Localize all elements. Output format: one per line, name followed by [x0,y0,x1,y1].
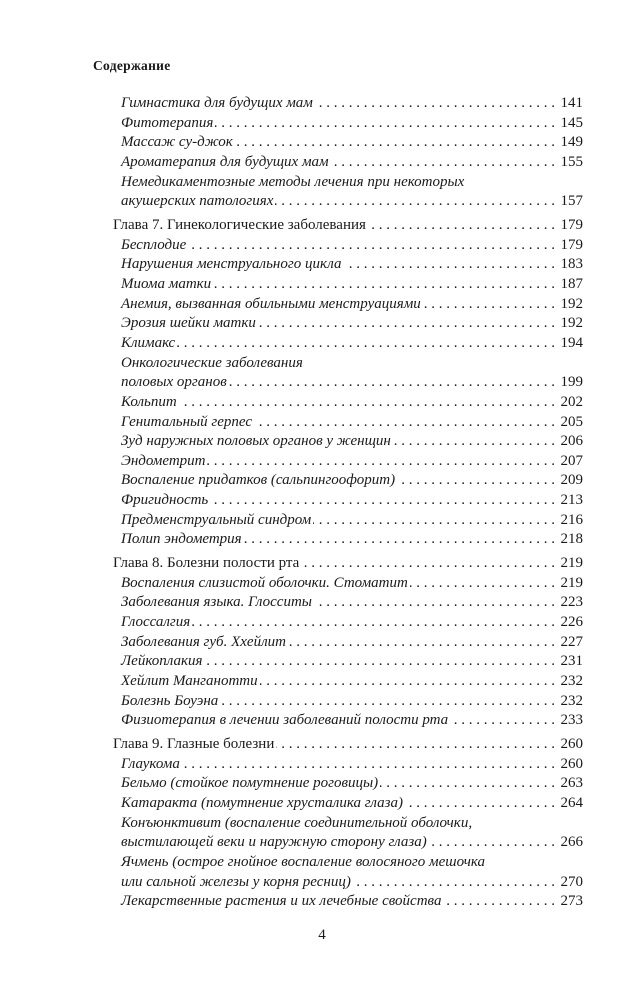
toc-chapter[interactable] [113,735,583,755]
toc-entry-title: Глоссалгия [121,614,191,631]
dot-leader [260,672,555,692]
toc-entry-title: Глава 8. Болезни полости рта [113,555,300,572]
toc-entry[interactable] [113,192,583,212]
toc-entry[interactable] [113,275,583,295]
toc-entry[interactable] [113,574,583,594]
dot-leader [450,711,555,731]
toc-page-number: 179 [560,236,583,253]
toc-entry-title: Немедикаментозные методы лечения при некоторых [121,173,465,190]
toc-entry-title: Лекарственные растения и их лечебные свойства [121,893,442,910]
toc-page-number: 226 [560,614,583,631]
toc-page-number: 192 [560,315,583,332]
toc-page-number: 232 [560,673,583,690]
dot-leader [229,373,555,393]
toc-entry-title: Заболевания губ. Ххейлит [121,633,286,650]
dot-leader [244,530,555,550]
toc-entry-title: Эндометрит [121,452,206,469]
toc-entry[interactable] [113,133,583,153]
toc-page-number: 141 [560,95,583,111]
toc-page-number: 209 [560,472,583,489]
toc-page-number: 192 [560,295,583,312]
dot-leader [179,393,555,413]
toc-entry-title: или сальной железы у корня ресниц) [121,873,351,890]
toc-entry[interactable] [113,892,583,912]
dot-leader [220,692,555,712]
toc-entry-title: акушерских патологиях [121,193,274,210]
dot-leader [188,236,555,256]
toc-entry[interactable] [113,393,583,413]
toc-entry[interactable] [113,373,583,393]
toc-entry[interactable] [113,153,583,173]
dot-leader [405,794,555,814]
toc-entry[interactable] [113,334,583,354]
toc-entry-title: Миома матки [121,275,212,292]
dot-leader [192,613,555,633]
toc-page-number: 183 [560,256,583,273]
toc-entry[interactable] [113,471,583,491]
toc-entry[interactable] [113,94,583,114]
toc-entry[interactable] [113,633,583,653]
dot-leader [301,554,555,574]
toc-entry[interactable] [113,833,583,853]
toc-entry[interactable] [113,652,583,672]
toc-page-number: 216 [560,511,583,528]
toc-page-number: 205 [560,413,583,430]
dot-leader [258,314,555,334]
dot-leader [207,452,555,472]
toc-entry[interactable] [113,672,583,692]
toc-entry[interactable] [113,873,583,893]
toc-page-number: 233 [560,712,583,729]
toc-entry[interactable] [113,114,583,134]
toc-page-number: 219 [560,574,583,591]
toc-entry[interactable] [113,853,583,873]
toc-page-number: 260 [560,755,583,772]
dot-leader [380,774,555,794]
toc-page-number: 157 [560,193,583,210]
toc-entry[interactable] [113,173,583,193]
dot-leader [313,511,555,531]
toc-page-number: 219 [560,555,583,572]
toc-page-number: 194 [560,334,583,351]
toc-entry-title: Глаукома [121,755,180,772]
toc-entry-title: Бельмо (стойкое помутнение роговицы) [121,775,379,792]
toc-page-number: 218 [560,531,583,548]
toc-entry-title: Бесплодие [121,236,187,253]
toc-chapter[interactable] [113,216,583,236]
dot-leader [213,275,555,295]
toc-entry[interactable] [113,452,583,472]
toc-entry[interactable] [113,711,583,731]
dot-leader [210,491,555,511]
toc-page-number: 266 [560,834,583,851]
toc-page-number: 202 [560,393,583,410]
dot-leader [215,114,555,134]
toc-page-number: 145 [560,114,583,131]
dot-leader [177,334,555,354]
toc-entry-title: Воспаление придатков (сальпингоофорит) [121,472,396,489]
toc-entry-title: Анемия, вызванная обильными менструациями [121,295,421,312]
toc-entry[interactable] [113,530,583,550]
toc-page-number: 227 [560,633,583,650]
dot-leader [423,295,555,315]
toc-entry-title: Конъюнктивит (воспаление соединительной оболочки, [121,814,473,831]
toc-page-number: 270 [560,873,583,890]
toc-entry-title: Ячмень (острое гнойное воспаление волосяного мешочка [121,853,485,870]
toc-entry-title: Ароматерапия для будущих мам [121,153,329,170]
toc-page-number: 263 [560,775,583,792]
toc-entry-title: половых органов [121,374,227,391]
toc-entry[interactable] [113,314,583,334]
dot-leader [368,216,555,236]
dot-leader [254,413,555,433]
toc-page-number: 206 [560,433,583,450]
dot-leader [393,432,555,452]
toc-entry[interactable] [113,814,583,834]
toc-page-number: 232 [560,692,583,709]
toc-page-number: 187 [560,275,583,292]
toc-entry[interactable] [113,354,583,374]
dot-leader [315,94,555,114]
toc-entry[interactable] [113,255,583,275]
toc-entry-title: Катаракта (помутнение хрусталика глаза) [121,794,403,811]
toc-page-number: 273 [560,893,583,910]
toc-entry-title: Болезнь Боуэна [121,692,219,709]
toc-entry-title: Хейлит Манганотти [121,673,258,690]
toc-page-number: 155 [560,153,583,170]
toc-entry-title: выстилающей веки и наружную сторону глаза) [121,834,427,851]
toc-entry[interactable] [113,692,583,712]
toc-entry-title: Эрозия шейки матки [121,315,256,332]
toc-entry-title: Генитальный герпес [121,413,253,430]
toc-entry-title: Заболевания языка. Глосситы [121,594,312,611]
toc-page-number: 199 [560,374,583,391]
toc-entry-title: Полип эндометрия [121,531,242,548]
toc-page-number: 223 [560,594,583,611]
toc-entry[interactable] [113,613,583,633]
toc-entry-title: Онкологические заболевания [121,354,303,371]
toc-chapter[interactable] [113,554,583,574]
toc-entry-title: Лейкоплакия [121,653,203,670]
dot-leader [397,471,555,491]
toc-page-number: 213 [560,492,583,509]
toc-entry[interactable] [113,794,583,814]
table-of-contents [113,94,583,912]
dot-leader [353,873,555,893]
dot-leader [182,755,555,775]
toc-entry[interactable] [113,774,583,794]
dot-leader [429,833,555,853]
toc-entry-title: Глава 9. Глазные болезни [113,736,275,752]
toc-entry-title: Фригидность [121,492,209,509]
page-title: Содержание [93,58,171,73]
dot-leader [235,133,555,153]
page-number: 4 [318,927,326,943]
dot-leader [288,633,555,653]
toc-entry[interactable] [113,593,583,613]
toc-entry[interactable] [113,755,583,775]
toc-entry-title: Климакс [121,334,176,351]
dot-leader [410,574,555,594]
toc-entry[interactable] [113,511,583,531]
toc-entry[interactable] [113,236,583,256]
toc-page-number: 264 [560,794,583,811]
toc-page-number: 149 [560,134,583,151]
toc-page-number: 260 [560,736,583,752]
dot-leader [204,652,555,672]
toc-entry[interactable] [113,413,583,433]
toc-entry-title: Нарушения менструального цикла [121,256,342,273]
toc-entry[interactable] [113,491,583,511]
toc-page-number: 207 [560,452,583,469]
toc-entry-title: Глава 7. Гинекологические заболевания [113,216,366,233]
toc-page-number: 231 [560,653,583,670]
toc-entry-title: Гимнастика для будущих мам [121,95,313,111]
toc-entry-title: Зуд наружных половых органов у женщин [121,433,391,450]
dot-leader [443,892,555,912]
dot-leader [344,255,555,275]
toc-entry-title: Предменструальный синдром [121,511,312,528]
dot-leader [275,192,555,212]
toc-entry[interactable] [113,295,583,315]
toc-entry[interactable] [113,432,583,452]
dot-leader [276,735,555,755]
toc-entry-title: Массаж су-джок [121,134,233,151]
toc-page-number: 179 [560,216,583,233]
toc-entry-title: Физиотерапия в лечении заболеваний полости рта [121,712,449,729]
dot-leader [331,153,555,173]
toc-entry-title: Кольпит [121,393,177,410]
toc-entry-title: Воспаления слизистой оболочки. Стоматит [121,574,408,591]
dot-leader [314,593,555,613]
toc-entry-title: Фитотерапия [121,114,214,131]
